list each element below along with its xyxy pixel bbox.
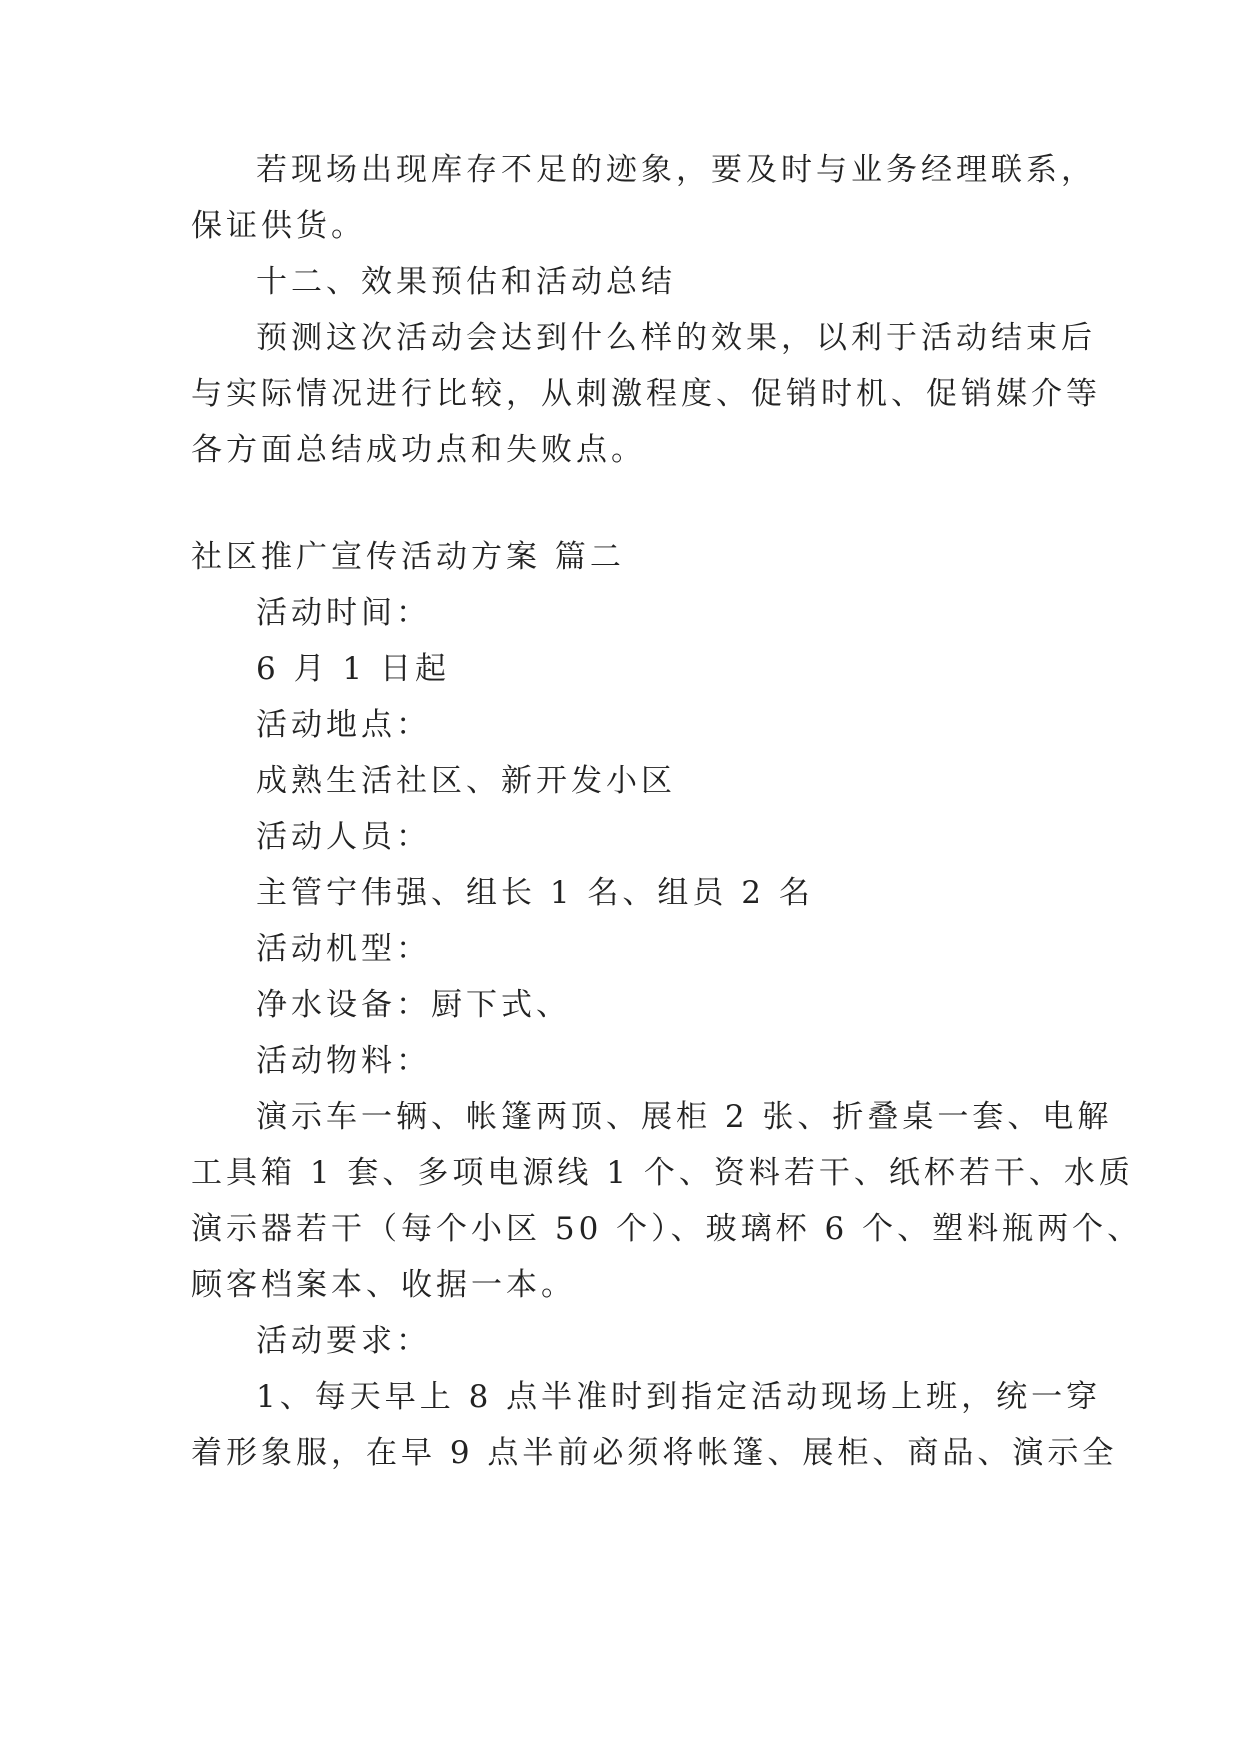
field-value: 成熟生活社区、新开发小区 bbox=[256, 763, 676, 799]
paragraph-line: 工具箱 1 套、多项电源线 1 个、资料若干、纸杯若干、水质 bbox=[191, 1155, 1134, 1191]
paragraph-line: 与实际情况进行比较，从刺激程度、促销时机、促销媒介等 bbox=[191, 376, 1101, 412]
section-heading: 十二、效果预估和活动总结 bbox=[256, 264, 676, 300]
paragraph-line: 演示器若干（每个小区 50 个）、玻璃杯 6 个、塑料瓶两个、 bbox=[191, 1211, 1143, 1247]
paragraph-line: 1、每天早上 8 点半准时到指定活动现场上班，统一穿 bbox=[256, 1379, 1102, 1415]
paragraph-line: 各方面总结成功点和失败点。 bbox=[191, 432, 646, 468]
paragraph-line: 演示车一辆、帐篷两顶、展柜 2 张、折叠桌一套、电解 bbox=[256, 1099, 1113, 1135]
paragraph-line: 着形象服，在早 9 点半前必须将帐篷、展柜、商品、演示全 bbox=[191, 1435, 1118, 1471]
field-value: 主管宁伟强、组长 1 名、组员 2 名 bbox=[256, 875, 814, 911]
field-label: 活动要求： bbox=[256, 1323, 431, 1359]
field-value: 净水设备：厨下式、 bbox=[256, 987, 571, 1023]
paragraph-line: 顾客档案本、收据一本。 bbox=[191, 1267, 576, 1303]
field-label: 活动机型： bbox=[256, 931, 431, 967]
field-label: 活动人员： bbox=[256, 819, 431, 855]
field-label: 活动时间： bbox=[256, 595, 431, 631]
paragraph-line: 保证供货。 bbox=[191, 208, 366, 244]
document-title: 社区推广宣传活动方案 篇二 bbox=[191, 539, 625, 575]
field-label: 活动物料： bbox=[256, 1043, 431, 1079]
field-value: 6 月 1 日起 bbox=[256, 651, 451, 687]
paragraph-line: 若现场出现库存不足的迹象，要及时与业务经理联系， bbox=[256, 152, 1096, 188]
field-label: 活动地点： bbox=[256, 707, 431, 743]
paragraph-line: 预测这次活动会达到什么样的效果，以利于活动结束后 bbox=[256, 320, 1096, 356]
